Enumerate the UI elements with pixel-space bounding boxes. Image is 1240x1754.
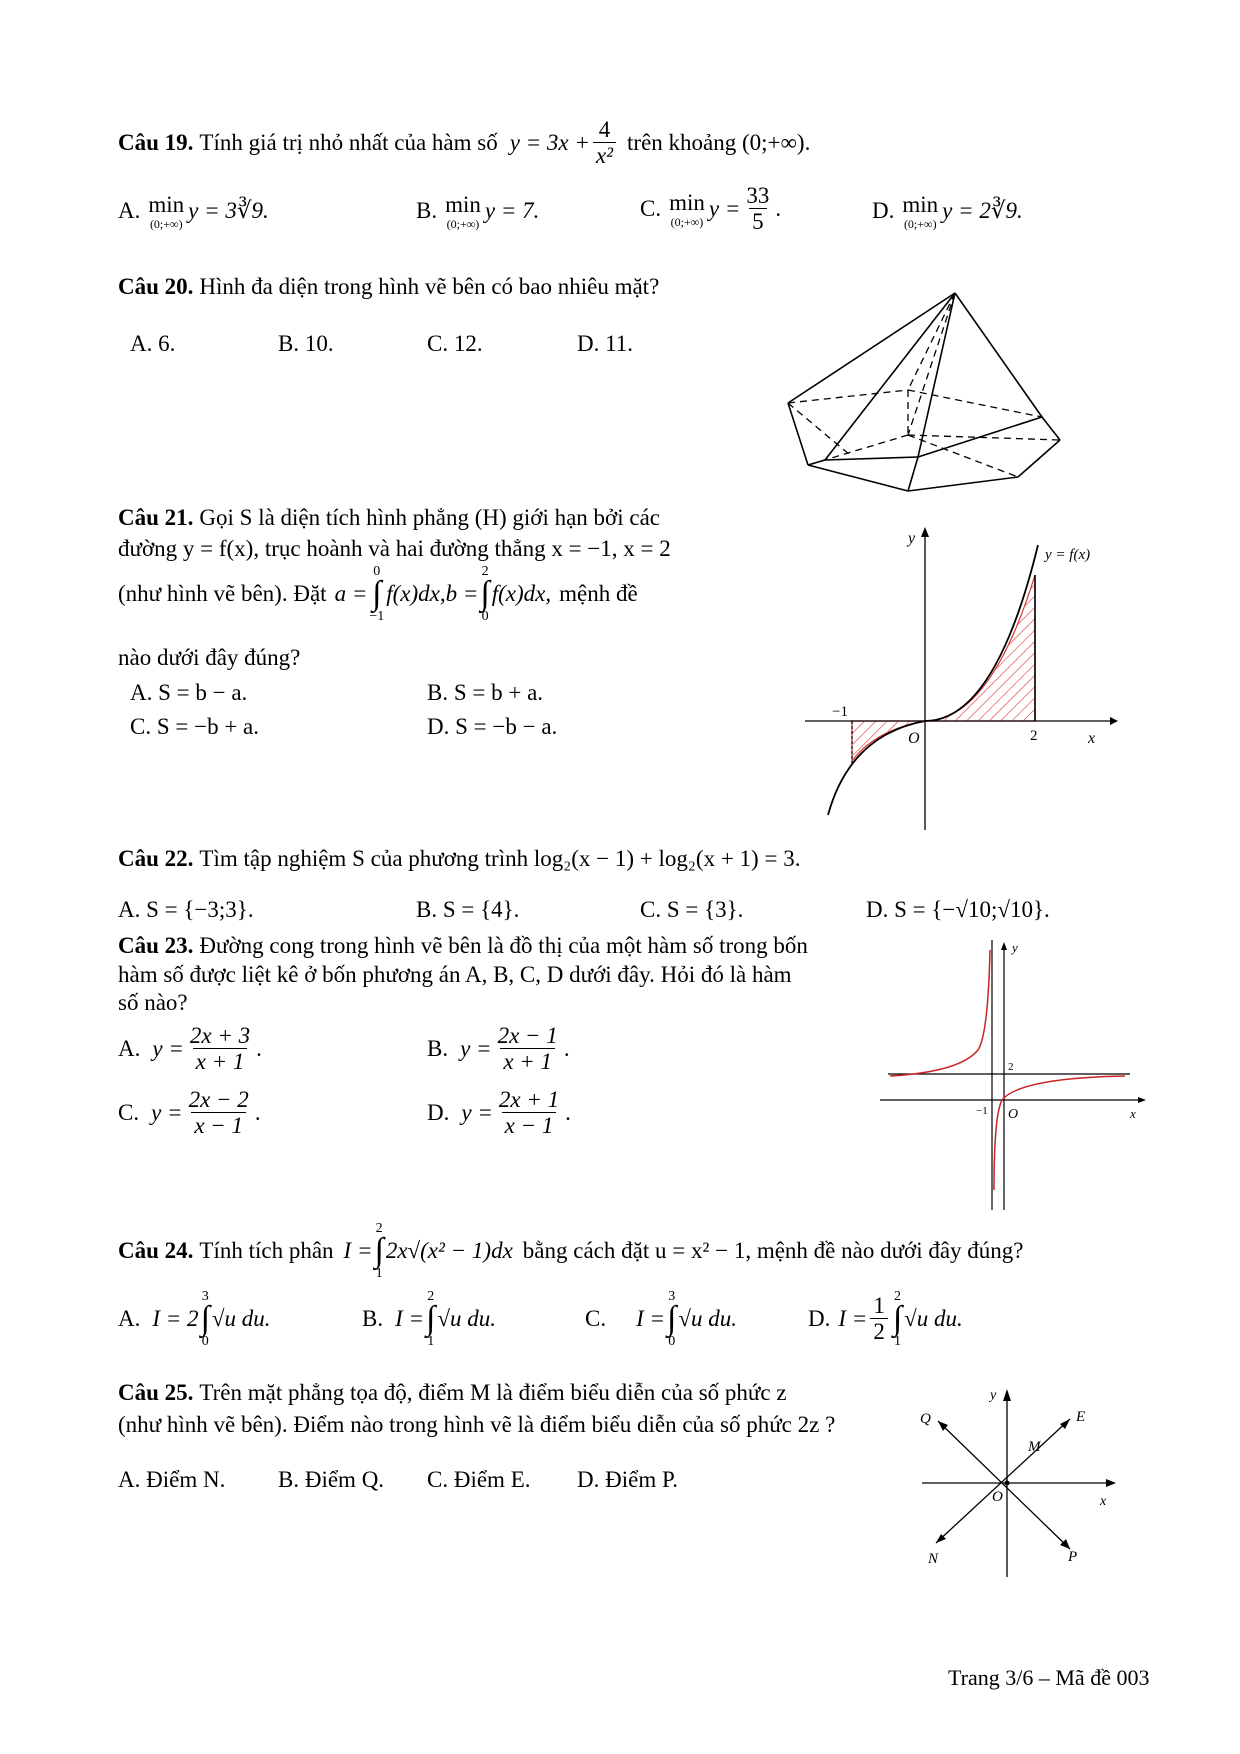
q24-a-integrand: √u du. [211, 1306, 271, 1332]
q19-text: Tính giá trị nhỏ nhất của hàm số [199, 130, 498, 156]
q25-option-a: A. Điểm N. [118, 1467, 226, 1492]
q25-option-d: D. Điểm P. [577, 1467, 678, 1492]
q25-stem-line1 [118, 1380, 787, 1406]
integral-upper: 2 [481, 564, 489, 579]
integral-lower: 0 [668, 1333, 676, 1349]
q25-point-p: P [1068, 1549, 1078, 1565]
q23-d-num: 2x + 1 [498, 1087, 560, 1112]
q24-c-integral [667, 1290, 676, 1349]
q21-b-integrand: f(x)dx, [491, 581, 552, 607]
q21-a-integrand: f(x)dx, [386, 581, 446, 607]
q21-line2: đường y = f(x), trục hoành và hai đường thẳng x = −1, x = 2 [118, 536, 671, 561]
min-word: min [902, 192, 939, 217]
q24-integral [374, 1222, 383, 1281]
q20-label: Câu 20. [118, 274, 194, 299]
integral-upper: 0 [373, 564, 381, 579]
q19-option-d [872, 192, 1023, 230]
q22-option-b: B. S = {4}. [416, 897, 520, 922]
q19-c-label: C. [640, 196, 662, 222]
q19-b-label: B. [416, 198, 438, 223]
integral-sign-icon: ∫ [374, 1232, 384, 1269]
min-sub: (0;+∞) [446, 217, 480, 231]
integral-sign-icon: ∫ [200, 1300, 210, 1337]
q23-c-label: C. [118, 1100, 140, 1126]
q21-line3 [118, 565, 638, 624]
integral-upper: 2 [893, 1289, 901, 1304]
q19-a-label: A. [118, 198, 141, 223]
q19-option-b [416, 192, 539, 230]
q19-func-lhs: y = 3x + [509, 130, 590, 156]
q23-d-yeq: y = [461, 1100, 493, 1126]
min-sub: (0;+∞) [149, 217, 183, 231]
q21-option-b: B. S = b + a. [427, 680, 544, 705]
q21-label: Câu 21. [118, 505, 194, 530]
integral-lower: 0 [481, 608, 489, 624]
q25-x-label: x [1100, 1494, 1107, 1509]
q24-d-pre: I = [838, 1306, 868, 1332]
q23-option-b [427, 1024, 570, 1074]
q23-stem-line1 [118, 933, 808, 959]
q24-c-label: C. [585, 1306, 607, 1332]
q24-b-integral [426, 1290, 435, 1349]
q19-c-den: 5 [749, 208, 767, 234]
q21-b-lhs: b = [445, 581, 479, 607]
q23-option-d [427, 1088, 571, 1138]
q19-d-min [902, 192, 938, 230]
integral-upper: 2 [427, 1289, 435, 1304]
q23-b-fraction [495, 1024, 561, 1074]
q21-stem-line1 [118, 505, 660, 531]
q19-option-a [118, 192, 269, 230]
q20-polyhedron-figure [780, 285, 1080, 495]
q24-option-d [808, 1290, 963, 1349]
q21-b-integral [480, 565, 489, 624]
q25-label: Câu 25. [118, 1380, 194, 1405]
q23-a-den: x + 1 [193, 1048, 248, 1074]
q23-c-num: 2x − 2 [188, 1087, 249, 1112]
q24-d-den: 2 [870, 1318, 888, 1344]
q19-option-c [640, 184, 781, 234]
q25-point-q: Q [920, 1411, 931, 1427]
q23-c-dot: . [254, 1100, 261, 1126]
q21-curve-label: y = f(x) [1045, 547, 1091, 563]
q19-c-num: 33 [746, 183, 770, 208]
q24-b-integrand: √u du. [437, 1306, 496, 1332]
integral-lower: 1 [375, 1265, 383, 1281]
q22-label: Câu 22. [118, 846, 194, 871]
q25-line2: (như hình vẽ bên). Điểm nào trong hình vẽ là điểm biểu diễn của số phức 2z ? [118, 1412, 836, 1437]
integral-upper: 2 [375, 1221, 383, 1236]
q23-label: Câu 23. [118, 933, 194, 958]
q24-a-integral [201, 1290, 210, 1349]
q21-line3-post: mệnh đề [559, 581, 638, 607]
q21-tick-neg1: −1 [832, 704, 848, 720]
q21-y-label: y [908, 530, 916, 547]
q21-a-integral [369, 565, 384, 624]
page-footer: Trang 3/6 – Mã đề 003 [948, 1665, 1150, 1690]
q25-option-c: C. Điểm E. [427, 1467, 531, 1492]
q24-c-integrand: √u du. [678, 1306, 737, 1332]
q24-label: Câu 24. [118, 1238, 194, 1264]
q21-tick-2: 2 [1030, 728, 1038, 744]
q19-c-min [669, 190, 705, 228]
q24-d-fraction [870, 1294, 888, 1344]
q23-a-dot: . [256, 1036, 262, 1062]
q23-a-yeq: y = [152, 1036, 184, 1062]
q19-c-lhs: y = [708, 196, 741, 222]
q21-line3-pre: (như hình vẽ bên). Đặt [118, 581, 327, 607]
q19-a-min [148, 192, 184, 230]
q25-point-e: E [1076, 1409, 1086, 1425]
q21-x-label: x [1088, 730, 1096, 747]
q25-point-n: N [928, 1551, 939, 1567]
q25-line1: Trên mặt phẳng tọa độ, điểm M là điểm biểu diễn của số phức z [199, 1380, 787, 1405]
q23-b-dot: . [563, 1036, 570, 1062]
q22-stem [118, 846, 800, 872]
q24-a-pre: I = 2 [152, 1306, 199, 1332]
q19-tail: trên khoảng (0;+∞). [627, 130, 811, 156]
q23-c-fraction [186, 1088, 252, 1138]
q24-d-label: D. [808, 1306, 831, 1332]
integral-lower: 0 [201, 1333, 209, 1349]
q23-b-den: x + 1 [500, 1048, 555, 1074]
q21-option-a: A. S = b − a. [130, 680, 248, 705]
q23-b-yeq: y = [460, 1036, 492, 1062]
q24-stem [118, 1222, 1024, 1281]
q24-a-label: A. [118, 1306, 141, 1332]
q19-b-min [445, 192, 481, 230]
q24-d-num: 1 [873, 1293, 885, 1319]
q23-graph [880, 940, 1150, 1210]
q21-graph [800, 525, 1120, 835]
min-word: min [445, 192, 481, 217]
q24-c-pre: I = [636, 1306, 666, 1332]
integral-sign-icon: ∫ [480, 575, 490, 612]
q25-option-b: B. Điểm Q. [278, 1467, 385, 1492]
q21-line4: nào dưới đây đúng? [118, 645, 301, 670]
q22-option-a: A. S = {−3;3}. [118, 897, 254, 922]
q24-integrand: 2x√(x² − 1)dx [385, 1238, 513, 1264]
q21-option-c: C. S = −b + a. [130, 714, 260, 739]
q19-c-fraction [743, 184, 772, 234]
q19-label: Câu 19. [118, 130, 194, 156]
q21-origin: O [908, 730, 920, 747]
q20-option-a: A. 6. [130, 331, 176, 356]
q24-option-a [118, 1290, 271, 1349]
q25-graph [910, 1385, 1130, 1585]
q24-b-pre: I = [395, 1306, 425, 1332]
q23-line3: số nào? [118, 990, 188, 1015]
q23-d-den: x − 1 [502, 1112, 557, 1138]
q21-line1: Gọi S là diện tích hình phẳng (H) giới hạn bởi các [199, 505, 660, 530]
q25-y-label: y [990, 1388, 997, 1403]
q23-tick-neg1: −1 [976, 1105, 988, 1117]
q21-a-lhs: a = [334, 581, 368, 607]
q23-d-fraction [496, 1088, 562, 1138]
q24-option-c [585, 1290, 737, 1349]
integral-lower: 1 [427, 1333, 435, 1349]
q19-stem [118, 118, 810, 168]
q23-option-c [118, 1088, 261, 1138]
q19-d-label: D. [872, 198, 895, 223]
q24-d-integrand: √u du. [904, 1306, 963, 1332]
q22-option-c: C. S = {3}. [640, 897, 744, 922]
q24-pre: Tính tích phân [199, 1238, 334, 1264]
q19-a-value: y = 3∛9. [188, 198, 269, 223]
integral-sign-icon: ∫ [372, 575, 382, 612]
q22-option-d: D. S = {−√10;√10}. [866, 897, 1050, 922]
integral-sign-icon: ∫ [892, 1300, 903, 1337]
integral-lower: 1 [893, 1333, 901, 1349]
q23-option-a [118, 1024, 262, 1074]
q23-b-num: 2x − 1 [497, 1023, 558, 1048]
q25-point-m: M [1028, 1439, 1041, 1455]
q20-text: Hình đa diện trong hình vẽ bên có bao nhiêu mặt? [199, 274, 660, 299]
q23-line1: Đường cong trong hình vẽ bên là đồ thị của một hàm số trong bốn [199, 933, 808, 958]
q23-origin: O [1008, 1107, 1019, 1122]
min-sub: (0;+∞) [903, 217, 937, 231]
min-word: min [669, 190, 705, 216]
min-sub: (0;+∞) [670, 215, 704, 230]
q23-tick-2: 2 [1008, 1061, 1014, 1073]
q20-option-b: B. 10. [278, 331, 334, 356]
q23-y-label: y [1012, 940, 1018, 955]
integral-sign-icon: ∫ [426, 1300, 436, 1337]
integral-upper: 3 [668, 1289, 676, 1304]
q23-c-yeq: y = [151, 1100, 183, 1126]
q20-option-c: C. 12. [427, 331, 483, 356]
q20-option-d: D. 11. [577, 331, 634, 356]
q23-x-label: x [1130, 1106, 1136, 1121]
q19-b-value: y = 7. [484, 198, 540, 223]
q24-i-lhs: I = [343, 1238, 373, 1264]
q19-func-fraction [593, 118, 616, 168]
integral-sign-icon: ∫ [667, 1300, 677, 1337]
integral-lower: −1 [369, 608, 385, 624]
integral-upper: 3 [201, 1289, 209, 1304]
q22-text: Tìm tập nghiệm S của phương trình log₂(x − 1) + log₂(x + 1) = 3. [199, 846, 801, 871]
q25-origin: O [992, 1489, 1003, 1505]
q24-option-b [362, 1290, 496, 1349]
q23-d-dot: . [565, 1100, 571, 1126]
q23-b-label: B. [427, 1036, 449, 1062]
q24-b-label: B. [362, 1306, 384, 1332]
q23-a-num: 2x + 3 [189, 1023, 251, 1048]
q19-func-num: 4 [598, 117, 611, 142]
q23-a-fraction [187, 1024, 253, 1074]
q21-option-d: D. S = −b − a. [427, 714, 558, 739]
min-word: min [148, 192, 185, 217]
q23-c-den: x − 1 [191, 1112, 246, 1138]
q24-d-integral [893, 1290, 902, 1349]
q23-d-label: D. [427, 1100, 450, 1126]
q20-stem [118, 274, 659, 300]
q24-post: bằng cách đặt u = x² − 1, mệnh đề nào dưới đây đúng? [522, 1238, 1024, 1264]
q19-func-den: x² [593, 142, 616, 168]
q23-line2: hàm số được liệt kê ở bốn phương án A, B, C, D dưới đây. Hỏi đó là hàm [118, 962, 792, 987]
q19-c-end: . [775, 196, 782, 222]
q23-a-label: A. [118, 1036, 141, 1062]
q19-d-value: y = 2∛9. [942, 198, 1023, 223]
